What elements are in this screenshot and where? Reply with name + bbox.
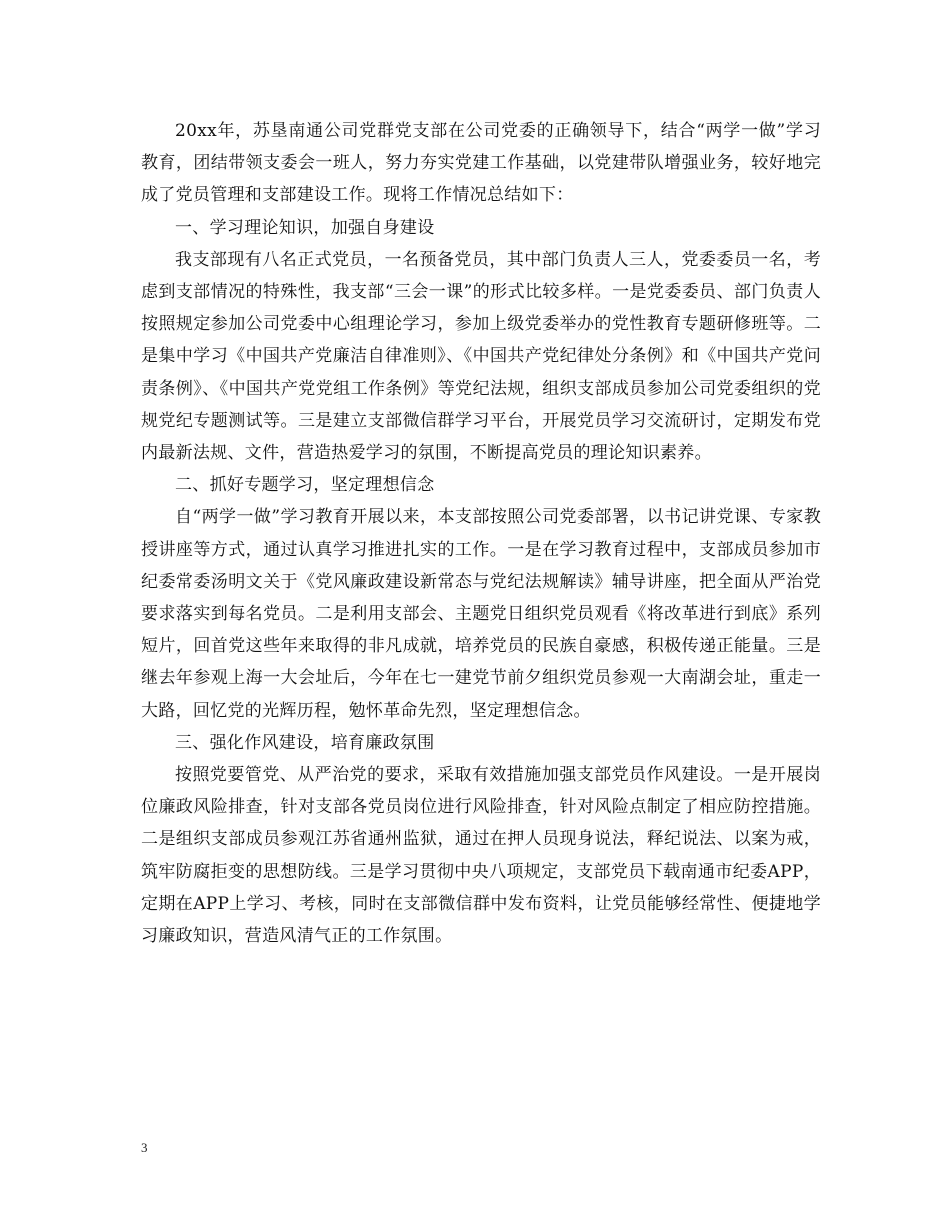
section-3-paragraph: 按照党要管党、从严治党的要求，采取有效措施加强支部党员作风建设。一是开展岗位廉政风险排查，针对支部各党员岗位进行风险排查，针对风险点制定了相应防控措施。二是组织支部成员参观江苏省通州监狱，通过在押人员现身说法，释纪说法、以案为戒，筑牢防腐拒变的思想防线。三是学习贯彻中央八项规定，支部党员下载南通市纪委APP，定期在APP上学习、考核，同时在支部微信群中发布资料，让党员能够经常性、便捷地学习廉政知识，营造风清气正的工作氛围。 (141, 765, 821, 947)
document-body (141, 115, 821, 952)
section-1-paragraph: 我支部现有八名正式党员，一名预备党员，其中部门负责人三人，党委委员一名，考虑到支部情况的特殊性，我支部“三会一课”的形式比较多样。一是党委委员、部门负责人按照规定参加公司党委中心组理论学习，参加上级党委举办的党性教育专题研修班等。二是集中学习《中国共产党廉洁自律准则》、《中国共产党纪律处分条例》和《中国共产党问责条例》、《中国共产党党组工作条例》等党纪法规，组织支部成员参加公司党委组织的党规党纪专题测试等。三是建立支部微信群学习平台，开展党员学习交流研讨，定期发布党内最新法规、文件，营造热爱学习的氛围，不断提高党员的理论知识素养。 (141, 249, 821, 464)
intro-paragraph: 20xx年，苏垦南通公司党群党支部在公司党委的正确领导下，结合“两学一做”学习教育，团结带领支委会一班人，努力夯实党建工作基础，以党建带队增强业务，较好地完成了党员管理和支部建设工作。现将工作情况总结如下： (141, 121, 821, 206)
section-heading-1: 一、学习理论知识，加强自身建设 (175, 217, 435, 238)
page-number: 3 (141, 1140, 148, 1155)
section-2-paragraph: 自“两学一做”学习教育开展以来，本支部按照公司党委部署，以书记讲党课、专家教授讲座等方式，通过认真学习推进扎实的工作。一是在学习教育过程中，支部成员参加市纪委常委汤明文关于《党风廉政建设新常态与党纪法规解读》辅导讲座，把全面从严治党要求落实到每名党员。二是利用支部会、主题党日组织党员观看《将改革进行到底》系列短片，回首党这些年来取得的非凡成就，培养党员的民族自豪感，积极传递正能量。三是继去年参观上海一大会址后，今年在七一建党节前夕组织党员参观一大南湖会址，重走一大路，回忆党的光辉历程，勉怀革命先烈，坚定理想信念。 (141, 507, 821, 721)
section-heading-2: 二、抓好专题学习，坚定理想信念 (175, 475, 435, 496)
section-heading-3: 三、强化作风建设，培育廉政氛围 (175, 732, 435, 753)
